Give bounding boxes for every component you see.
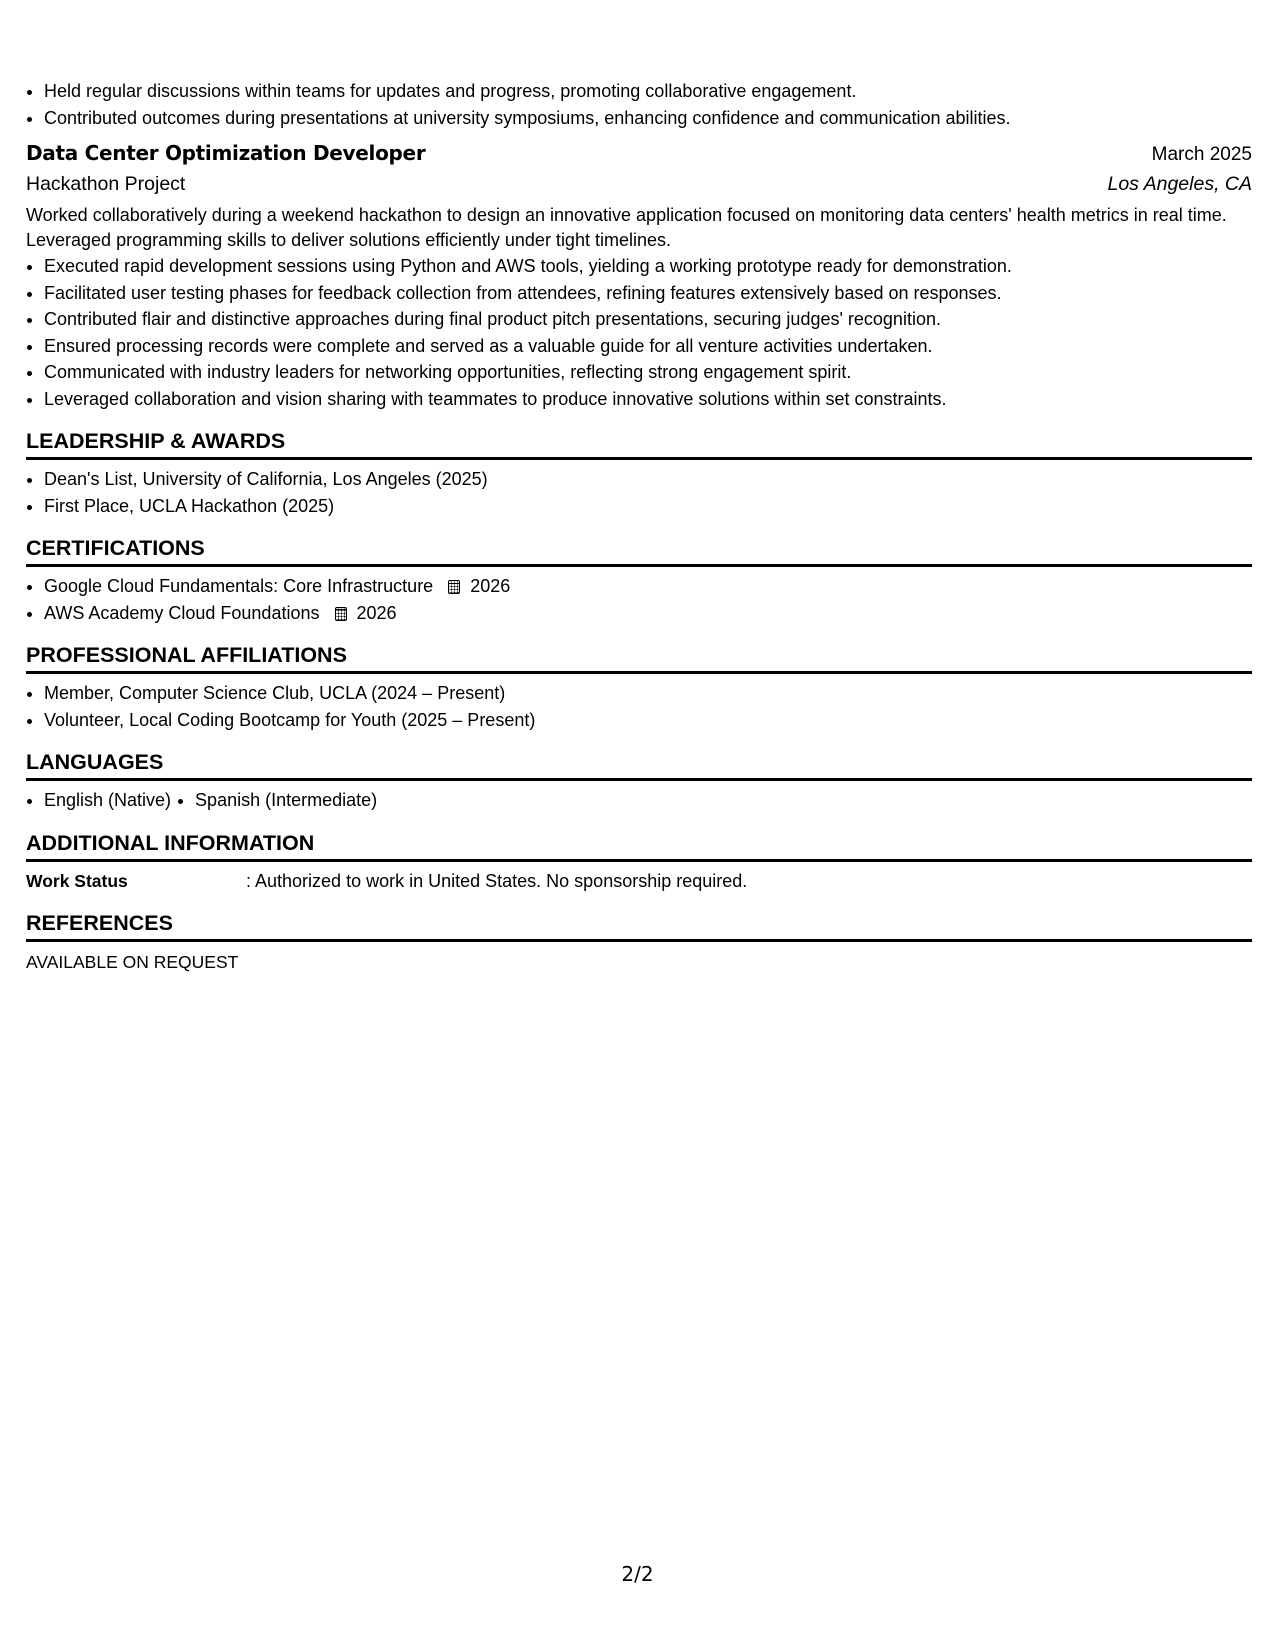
list-item: • Contributed flair and distinctive approaches during final product pitch presentations, securing judges' recognition. [44,306,1252,333]
list-item [44,600,1252,627]
section-title: ADDITIONAL INFORMATION [26,830,1252,862]
list-item: • Leveraged collaboration and vision sharing with teammates to produce innovative solutions within set constraints. [44,386,1252,413]
list-item: • Contributed outcomes during presentations at university symposiums, enhancing confidence and communication abilities. [44,105,1252,132]
job-title: Data Center Optimization Developer [26,141,426,165]
certifications-list [26,573,1252,626]
experience-entry [26,139,1252,412]
section-title: PROFESSIONAL AFFILIATIONS [26,642,1252,674]
list-item [44,573,1252,600]
list-item: • Facilitated user testing phases for feedback collection from attendees, refining features extensively based on responses. [44,280,1252,307]
resume-page [26,78,1252,976]
list-item: • Communicated with industry leaders for networking opportunities, reflecting strong engagement spirit. [44,359,1252,386]
calendar-icon [335,607,347,621]
list-item: • Dean's List, University of California, Los Angeles (2025) [44,466,1252,493]
list-item: • English (Native) [44,787,171,814]
job-bullets [26,253,1252,412]
previous-role-bullets [26,78,1252,131]
page-number: 2/2 [621,1562,654,1586]
experience-header [26,139,1252,169]
section-title: REFERENCES [26,910,1252,942]
certification-name: Google Cloud Fundamentals: Core Infrastructure [44,576,434,596]
list-item: • Held regular discussions within teams for updates and progress, promoting collaborative engagement. [44,78,1252,105]
references-section [26,910,1252,976]
job-location: Los Angeles, CA [1107,173,1252,195]
list-item: • Volunteer, Local Coding Bootcamp for Youth (2025 – Present) [44,707,1252,734]
job-organization: Hackathon Project [26,173,186,195]
experience-subheader [26,169,1252,199]
calendar-icon [448,580,460,594]
work-status-row [26,868,1252,894]
list-item: • First Place, UCLA Hackathon (2025) [44,493,1252,520]
additional-info-section [26,830,1252,894]
references-text: AVAILABLE ON REQUEST [26,951,239,972]
languages-list [26,787,1252,814]
affiliations-section [26,642,1252,733]
section-title: CERTIFICATIONS [26,535,1252,567]
certification-year: 2026 [470,576,511,596]
list-item: • Spanish (Intermediate) [195,787,377,814]
job-date: March 2025 [1151,144,1252,165]
certifications-section [26,535,1252,626]
job-description: Worked collaboratively during a weekend hackathon to design an innovative application focused on monitoring data centers' health metrics in real time. Leveraged programming skills to deliver solutions efficiently under tight timelines. [26,205,1227,250]
leadership-section [26,428,1252,519]
work-status-value: : Authorized to work in United States. No sponsorship required. [246,870,748,891]
certification-name: AWS Academy Cloud Foundations [44,602,320,623]
section-title: LANGUAGES [26,749,1252,781]
list-item: • Executed rapid development sessions using Python and AWS tools, yielding a working prototype ready for demonstration. [44,253,1252,280]
list-item: • Member, Computer Science Club, UCLA (2024 – Present) [44,680,1252,707]
work-status-label: Work Status [26,870,128,891]
certification-year: 2026 [356,602,397,623]
list-item: • Ensured processing records were complete and served as a valuable guide for all venture activities undertaken. [44,333,1252,360]
section-title: LEADERSHIP & AWARDS [26,428,1252,460]
affiliations-list [26,680,1252,733]
leadership-list [26,466,1252,519]
languages-section [26,749,1252,814]
